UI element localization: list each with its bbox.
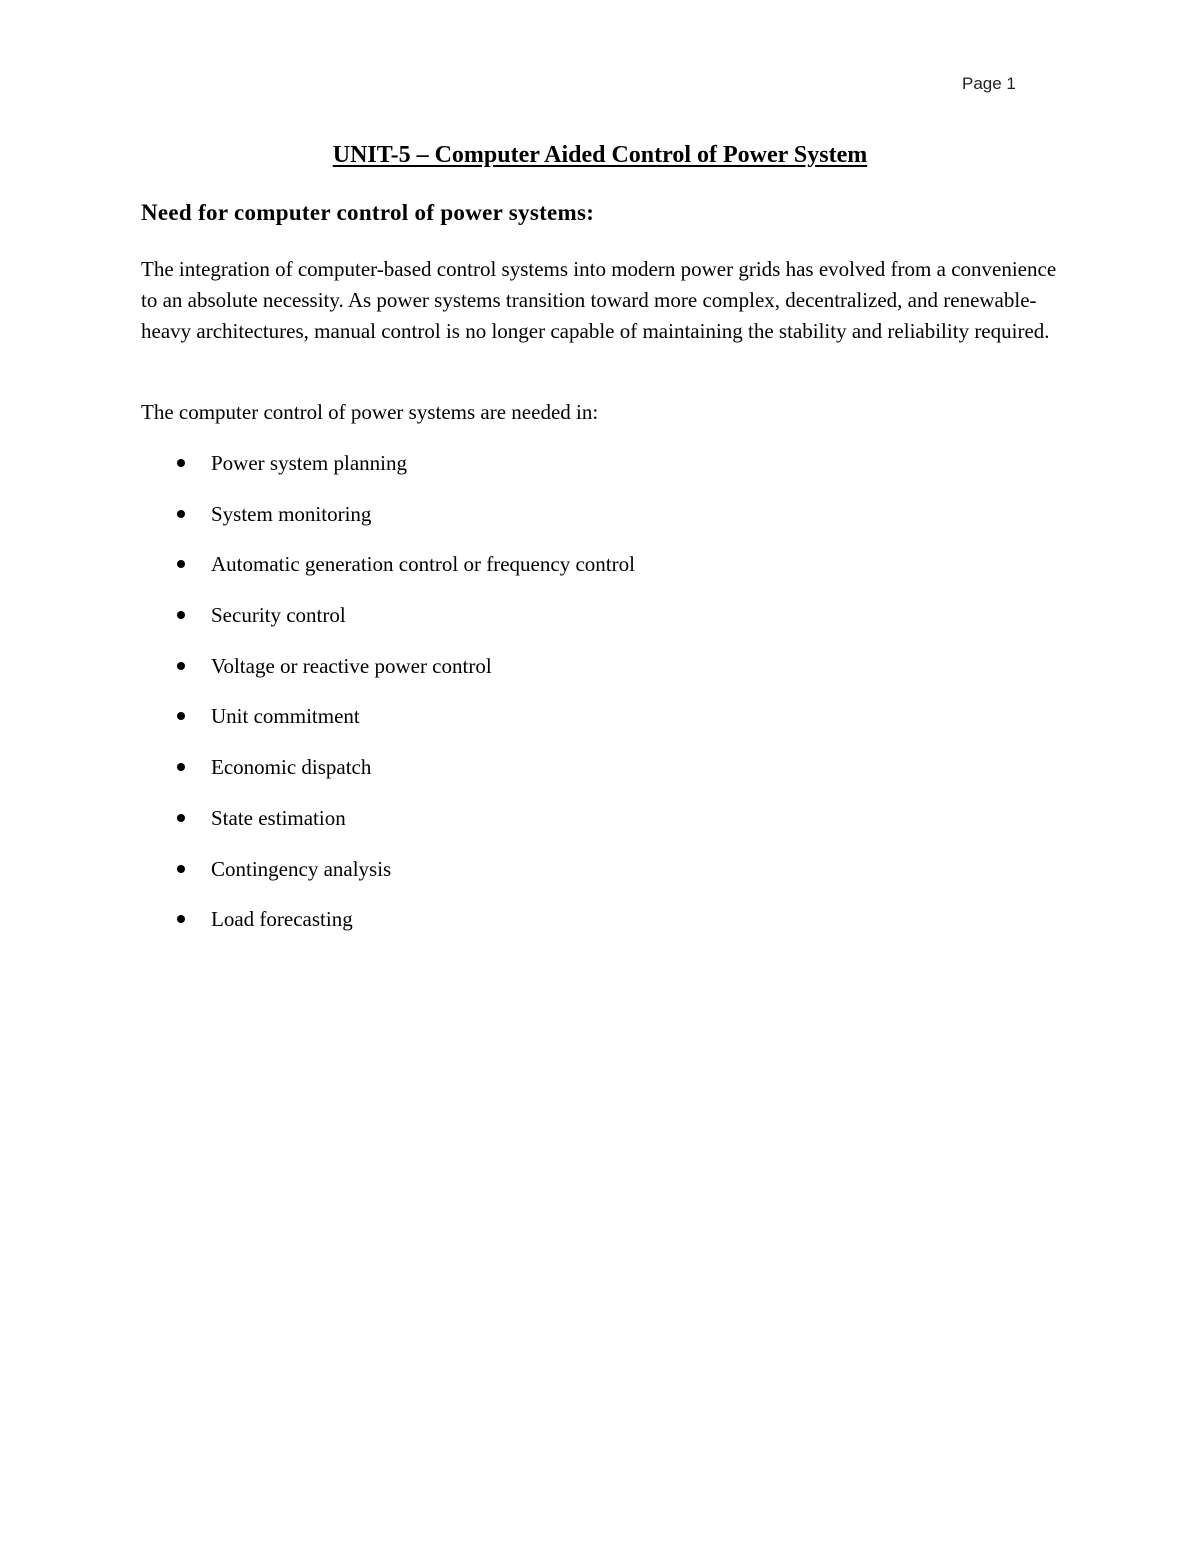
bullet-icon	[177, 865, 185, 873]
list-item	[141, 904, 635, 955]
list-item	[141, 701, 635, 752]
list-item-text: Load forecasting	[211, 907, 353, 932]
list-item	[141, 600, 635, 651]
bullet-icon	[177, 459, 185, 467]
list-item-text: Power system planning	[211, 451, 407, 475]
list-item-text: Unit commitment	[211, 704, 360, 729]
list-item-text: Contingency analysis	[211, 856, 392, 881]
list-item	[141, 499, 635, 550]
bullet-icon	[177, 915, 185, 923]
list-item	[141, 448, 635, 499]
list-item	[141, 854, 635, 905]
list-item-text: State estimation	[211, 805, 346, 830]
bullet-icon	[177, 611, 185, 619]
list-item-text: Voltage or reactive power control	[211, 653, 492, 678]
section-heading: Need for computer control of power systems:	[141, 200, 595, 225]
bullet-icon	[177, 510, 185, 518]
bullet-icon	[177, 763, 185, 771]
list-item	[141, 651, 635, 702]
page-number: Page 1	[962, 74, 1016, 93]
body-paragraph: The integration of computer-based control systems into modern power grids has evolved from a convenience to an absolute necessity. As power systems transition toward more complex, decentralized, and renewable-heavy architectures, manual control is no longer capable of maintaining the stability and reliability required.	[141, 257, 1057, 343]
bullet-icon	[177, 712, 185, 720]
bullet-icon	[177, 662, 185, 670]
list-item-text: Economic dispatch	[211, 755, 372, 780]
list-item-text: Security control	[211, 603, 346, 628]
bullet-icon	[177, 560, 185, 568]
bullet-icon	[177, 814, 185, 822]
list-item	[141, 803, 635, 854]
document-title: UNIT-5 – Computer Aided Control of Power System	[332, 142, 868, 168]
list-intro: The computer control of power systems are needed in:	[141, 400, 599, 424]
bullet-list	[141, 448, 635, 955]
list-item	[141, 752, 635, 803]
list-item-text: Automatic generation control or frequency control	[211, 552, 635, 577]
list-item	[141, 549, 635, 600]
list-item-text: System monitoring	[211, 501, 372, 526]
